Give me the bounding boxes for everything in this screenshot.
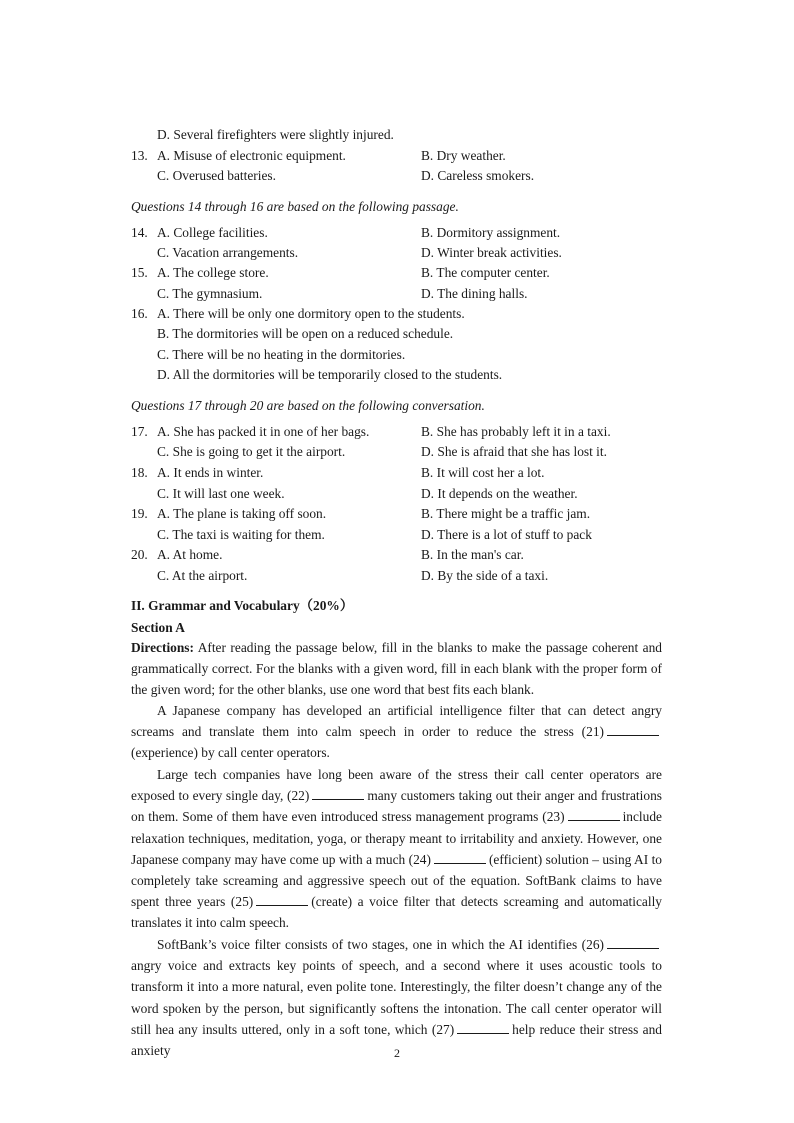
q19-number: 19. [131,506,148,521]
q16-option-b: B. The dormitories will be open on a reduced schedule. [157,326,454,341]
q13-number: 13. [131,148,148,163]
q13-option-b: B. Dry weather. [421,148,506,163]
p1-text-2: (experience) by call center operators. [131,745,330,761]
q14-option-d: D. Winter break activities. [421,245,562,260]
p1-text-1: A Japanese company has developed an artificial intelligence filter that can detect angry screams and translate them into calm speech in order to reduce the stress (21) [131,703,662,740]
passage-paragraph-1 [131,700,662,764]
q16-number: 16. [131,306,148,321]
q13-option-a: A. Misuse of electronic equipment. [157,148,346,163]
blank-25[interactable] [256,894,308,906]
p2-text-3: include relaxation techniques, meditation, yoga, or therapy meant to irritability and anxiety. However, one Japanese company may have come up with a much (24) [131,809,662,867]
passage-paragraph-3 [131,934,662,1061]
directions-text: After reading the passage below, fill in the blanks to make the passage coherent and grammatically correct. For the blanks with a given word, fill in each blank with the proper form of the given word; for the other blanks, use one word that best fits each blank. [131,640,662,698]
section-title: II. Grammar and Vocabulary（20%） [131,598,354,613]
q15-option-b: B. The computer center. [421,265,550,280]
q16-option-a: A. There will be only one dormitory open to the students. [157,306,465,321]
q18-number: 18. [131,465,148,480]
section-a-heading: Section A [131,620,185,635]
q15-option-d: D. The dining halls. [421,286,528,301]
q13-option-d: D. Careless smokers. [421,168,535,183]
q17-option-c: C. She is going to get it the airport. [157,444,346,459]
passage-paragraph-2 [131,764,662,934]
passage-intro-14-16: Questions 14 through 16 are based on the following passage. [131,199,459,214]
blank-26[interactable] [607,937,659,949]
p3-text-3: help reduce their stress and anxiety [131,1021,662,1059]
directions-paragraph [131,637,662,701]
blank-21[interactable] [607,724,659,736]
q14-option-b: B. Dormitory assignment. [421,225,561,240]
blank-27[interactable] [457,1022,509,1034]
q18-option-a: A. It ends in winter. [157,465,264,480]
q20-number: 20. [131,547,148,562]
q18-option-c: C. It will last one week. [157,486,285,501]
p3-text-1: SoftBank’s voice filter consists of two stages, one in which the AI identifies (26) [157,937,604,952]
q20-option-c: C. At the airport. [157,568,248,583]
q17-number: 17. [131,424,148,439]
q16-option-c: C. There will be no heating in the dormitories. [157,347,406,362]
page-number: 2 [394,1046,400,1060]
q14-number: 14. [131,225,148,240]
p2-text-4: (efficient) solution – using AI to completely take screaming and aggressive speech out of the equation. SoftBank claims to have spent three years (25) [131,851,662,910]
q19-option-c: C. The taxi is waiting for them. [157,527,325,542]
q17-option-d: D. She is afraid that she has lost it. [421,444,607,459]
q19-option-a: A. The plane is taking off soon. [157,506,327,521]
q14-option-a: A. College facilities. [157,225,268,240]
q20-option-a: A. At home. [157,547,223,562]
q12-option-d: D. Several firefighters were slightly injured. [157,127,394,142]
q19-option-d: D. There is a lot of stuff to pack [421,527,592,542]
p3-text-2: angry voice and extracts key points of speech, and a second where it uses acoustic tools to transform it into a more natural, even polite tone. Interestingly, the filter doesn’t change any of the word spoken by the person, but significantly softens the intonation. The call center operator will still hea any insults uttered, only in a soft tone, which (27) [131,958,662,1037]
conversation-intro-17-20: Questions 17 through 20 are based on the following conversation. [131,398,485,413]
q17-option-a: A. She has packed it in one of her bags. [157,424,370,439]
q15-option-c: C. The gymnasium. [157,286,263,301]
q18-option-d: D. It depends on the weather. [421,486,578,501]
q15-option-a: A. The college store. [157,265,269,280]
q20-option-d: D. By the side of a taxi. [421,568,549,583]
q13-option-c: C. Overused batteries. [157,168,276,183]
p2-text-1: Large tech companies have long been aware of the stress their call center operators are exposed to every single day, (22) [131,767,662,804]
q14-option-c: C. Vacation arrangements. [157,245,299,260]
p2-text-2: many customers taking out their anger and frustrations on them. Some of them have even introduced stress management programs (23) [131,788,662,825]
p2-text-5: (create) a voice filter that detects screaming and automatically translates it into calm speech. [131,894,662,931]
q18-option-b: B. It will cost her a lot. [421,465,545,480]
blank-23[interactable] [568,809,620,821]
blank-24[interactable] [434,852,486,864]
q19-option-b: B. There might be a traffic jam. [421,506,591,521]
blank-22[interactable] [312,788,364,800]
q15-number: 15. [131,265,148,280]
directions-label: Directions: [131,640,194,655]
q17-option-b: B. She has probably left it in a taxi. [421,424,611,439]
q20-option-b: B. In the man's car. [421,547,524,562]
q16-option-d: D. All the dormitories will be temporarily closed to the students. [157,367,503,382]
